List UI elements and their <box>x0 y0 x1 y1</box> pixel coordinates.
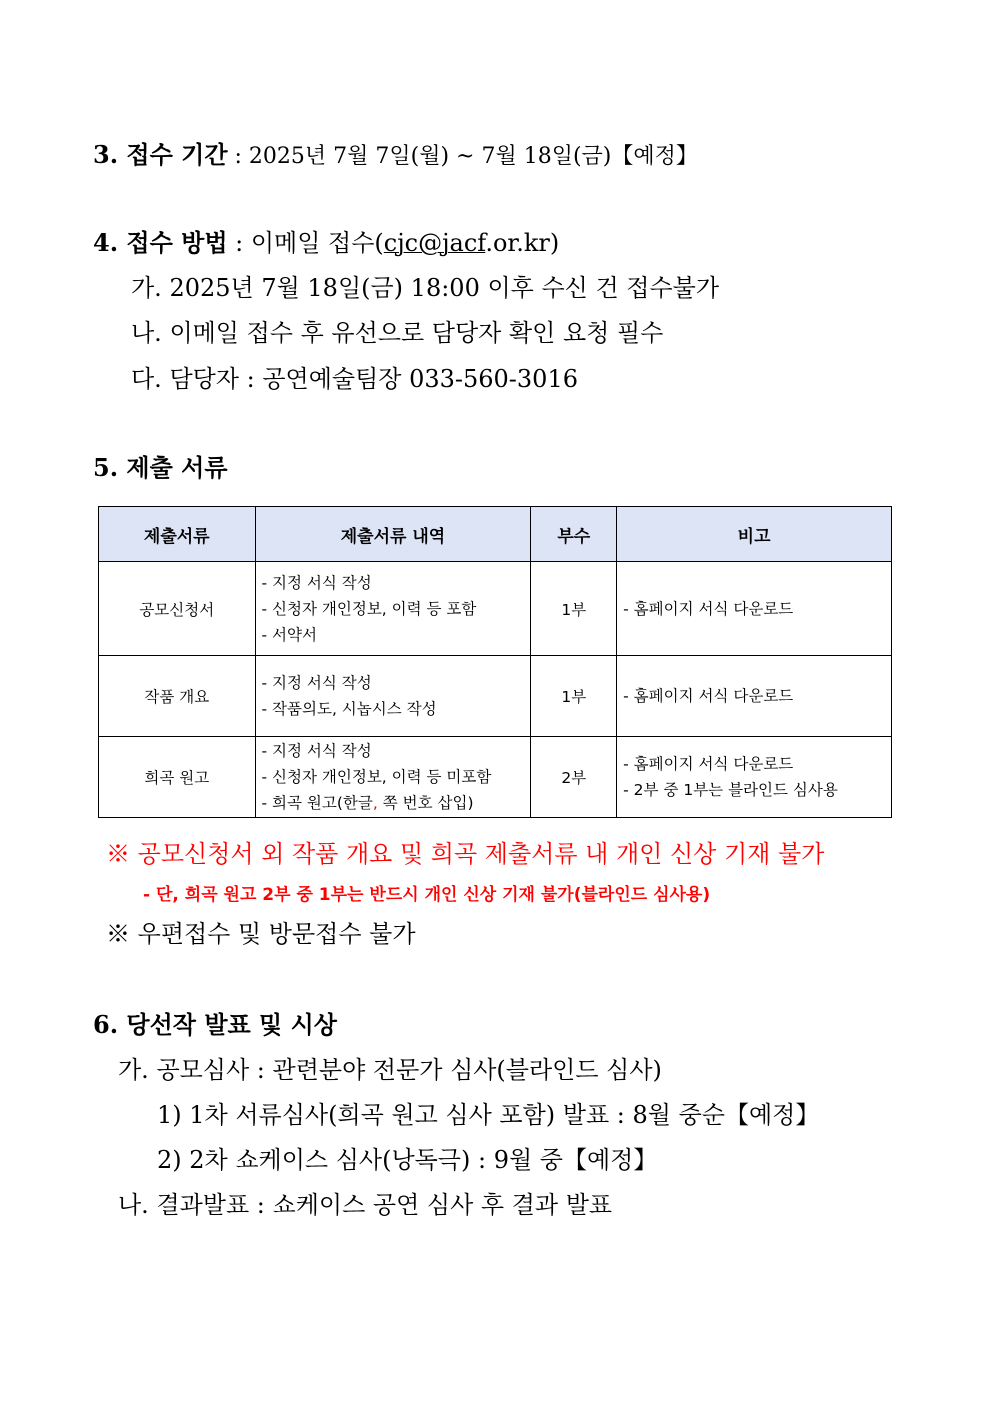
documents-table <box>98 506 892 818</box>
section4-prefix: : 이메일 접수( <box>227 229 384 257</box>
section4-item-da: 다. 담당자 : 공연예술팀장 033-560-3016 <box>131 365 578 393</box>
notice-red-sub: - 단, 희곡 원고 2부 중 1부는 반드시 개인 신상 기재 불가(블라인드 심사용) <box>143 885 711 905</box>
detail-item: - 신청자 개인정보, 이력 등 미포함 <box>261 768 492 786</box>
detail-item: - 작품의도, 시놉시스 작성 <box>261 700 437 718</box>
row-copies: 1부 <box>531 656 617 737</box>
detail-item: - 지정 서식 작성 <box>261 674 372 692</box>
detail-item <box>262 790 531 816</box>
section3-heading: 3. 접수 기간 <box>93 140 228 169</box>
email-link[interactable]: cjc@jacf <box>383 229 486 257</box>
section3-line <box>93 140 698 172</box>
table-row <box>99 562 892 656</box>
table-row <box>99 656 892 737</box>
table-row <box>99 737 892 818</box>
detail-item: - 신청자 개인정보, 이력 등 포함 <box>261 599 477 618</box>
section6-item-ga-2: 2) 2차 쇼케이스 심사(낭독극) : 9월 중【예정】 <box>157 1146 658 1174</box>
row-details <box>255 737 531 818</box>
section3-text: : 2025년 7월 7일(월) ~ 7월 18일(금)【예정】 <box>227 144 698 169</box>
note-item: - 홈페이지 서식 다운로드 <box>623 599 794 618</box>
notice-red: ※ 공모신청서 외 작품 개요 및 희곡 제출서류 내 개인 신상 기재 불가 <box>106 840 825 868</box>
section6-item-na: 나. 결과발표 : 쇼케이스 공연 심사 후 결과 발표 <box>118 1191 613 1219</box>
red-comma: , <box>372 794 378 812</box>
row-document-name: 작품 개요 <box>99 656 256 737</box>
section4-item-ga: 가. 2025년 7월 18일(금) 18:00 이후 수신 건 접수불가 <box>131 274 720 302</box>
row-document-name: 공모신청서 <box>99 562 256 656</box>
note-item: - 2부 중 1부는 블라인드 심사용 <box>623 781 838 799</box>
note-item: - 홈페이지 서식 다운로드 <box>623 755 794 773</box>
row-details <box>255 562 531 656</box>
header-copies: 부수 <box>531 507 617 562</box>
row-notes <box>617 737 892 818</box>
header-notes: 비고 <box>617 507 892 562</box>
section6-heading: 6. 당선작 발표 및 시상 <box>93 1010 337 1039</box>
detail-item: - 서약서 <box>261 625 317 644</box>
header-details: 제출서류 내역 <box>255 507 531 562</box>
row-notes <box>617 656 892 737</box>
detail-item: - 지정 서식 작성 <box>261 742 372 760</box>
section6-item-ga-1: 1) 1차 서류심사(희곡 원고 심사 포함) 발표 : 8월 중순【예정】 <box>157 1101 820 1129</box>
notice-black: ※ 우편접수 및 방문접수 불가 <box>106 920 416 948</box>
section4-item-na: 나. 이메일 접수 후 유선으로 담당자 확인 요청 필수 <box>131 319 664 347</box>
section4-heading: 4. 접수 방법 <box>93 228 228 257</box>
row-copies: 1부 <box>531 562 617 656</box>
section4-line <box>93 228 559 258</box>
note-item: - 홈페이지 서식 다운로드 <box>623 687 794 705</box>
row-document-name: 희곡 원고 <box>99 737 256 818</box>
row-details <box>255 656 531 737</box>
section6-item-ga: 가. 공모심사 : 관련분야 전문가 심사(블라인드 심사) <box>118 1056 662 1084</box>
table-header-row <box>99 507 892 562</box>
section5-heading: 5. 제출 서류 <box>93 453 228 482</box>
detail-item: - 지정 서식 작성 <box>261 573 372 592</box>
header-document: 제출서류 <box>99 507 256 562</box>
row-notes <box>617 562 892 656</box>
detail-text: - 희곡 원고(한글 <box>261 794 373 812</box>
row-copies: 2부 <box>531 737 617 818</box>
detail-text: 쪽 번호 삽입) <box>377 794 474 812</box>
section4-suffix: .or.kr) <box>485 229 560 257</box>
